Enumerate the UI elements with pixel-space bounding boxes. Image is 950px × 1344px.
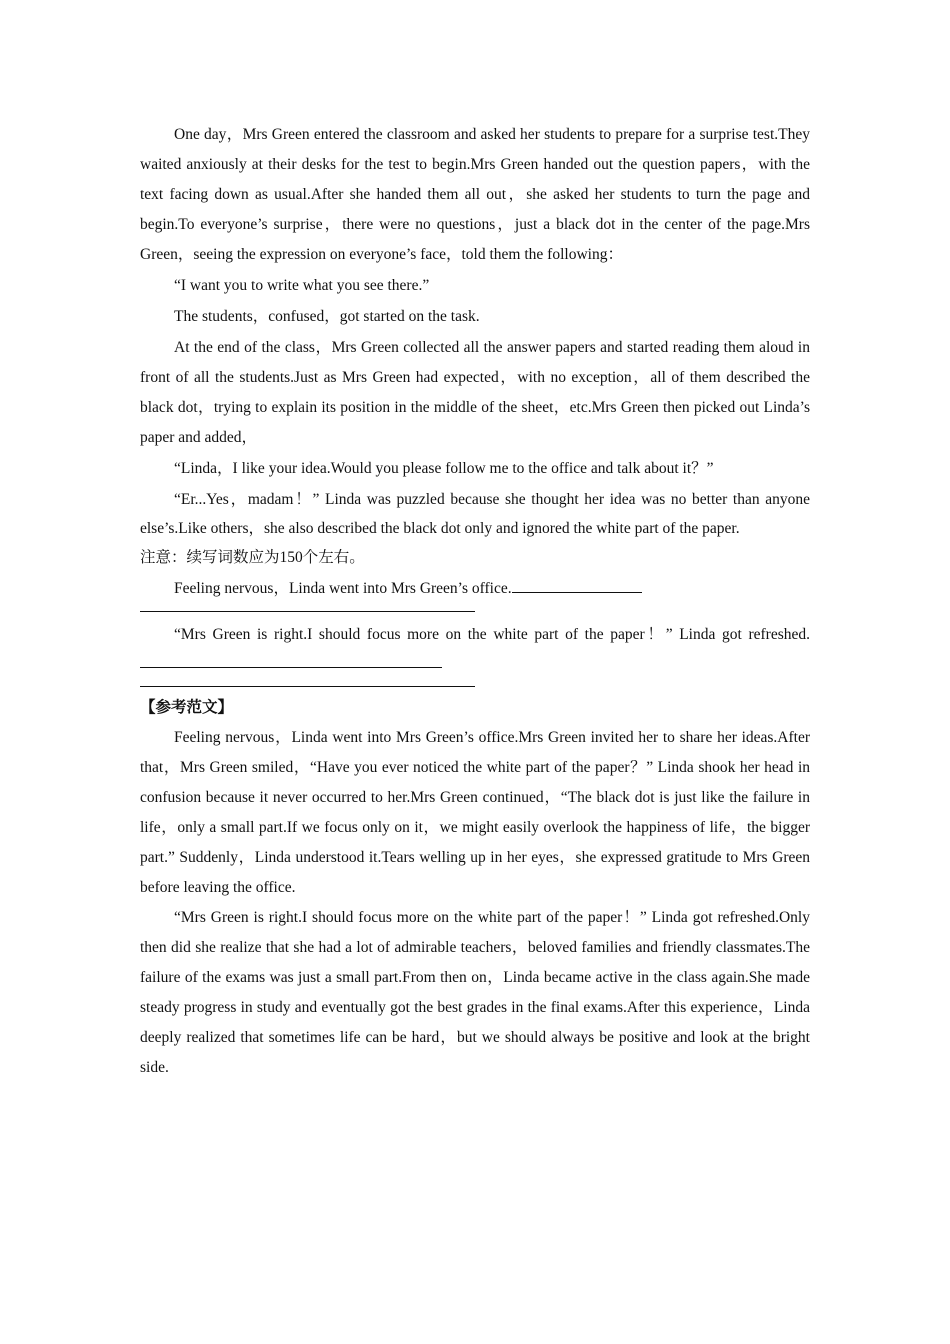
passage-paragraph-6: “Er...Yes，madam！” Linda was puzzled because she thought her idea was no better than anyone else’s.Like others，she also described the black dot only and ignored the white part of the paper. [140, 491, 810, 537]
passage-paragraph-1: One day，Mrs Green entered the classroom and asked her students to prepare for a surprise test.They waited anxiously at their desks for the test to begin.Mrs Green handed out the question papers，with the text facing down as usual.After she handed them all out，she asked her students to turn the page and begin.To everyone’s surprise，there were no questions，just a black dot in the center of the page.Mrs Green，seeing the expression on everyone’s face，told them the following： [140, 126, 810, 263]
prompt-1-text: Feeling nervous，Linda went into Mrs Green’s office. [174, 580, 512, 597]
passage-paragraph-4: At the end of the class，Mrs Green collected all the answer papers and started reading them aloud in front of all the students.Just as Mrs Green had expected，with no exception，all of them described the black dot，trying to explain its position in the middle of the sheet，etc.Mrs Green then picked out Linda’s paper and added， [140, 339, 810, 446]
continuation-prompt-2 [140, 620, 810, 678]
passage-paragraph-3: The students，confused，got started on the task. [174, 308, 480, 325]
passage-paragraph-5: “Linda，I like your idea.Would you please follow me to the office and talk about it？” [174, 460, 714, 477]
document-page [140, 120, 810, 1083]
answer-blank-2a[interactable] [140, 649, 442, 668]
reference-answer-paragraph-2: “Mrs Green is right.I should focus more on the white part of the paper！” Linda got refreshed.Only then did she realize that she had a lot of admirable teachers，beloved families and friendly classmates.The failure of the exams was just a small part.From then on，Linda became active in the class again.She made steady progress in study and eventually got the best grades in the final exams.After this experience，Linda deeply realized that sometimes life can be hard，but we should always be positive and look at the bright side. [140, 909, 810, 1076]
word-count-note: 注意：续写词数应为150个左右。 [140, 549, 365, 566]
reference-answer-paragraph-1: Feeling nervous，Linda went into Mrs Green’s office.Mrs Green invited her to share her ideas.After that，Mrs Green smiled，“Have you ever noticed the white part of the paper？” Linda shook her head in confusion because it never occurred to her.Mrs Green continued，“The black dot is just like the failure in life，only a small part.If we focus only on it，we might easily overlook the happiness of life，the bigger part.” Suddenly，Linda understood it.Tears welling up in her eyes，she expressed gratitude to Mrs Green before leaving the office. [140, 729, 810, 896]
passage-paragraph-2: “I want you to write what you see there.” [174, 277, 430, 294]
reference-answer-heading: 【参考范文】 [140, 699, 234, 716]
prompt-2-text: “Mrs Green is right.I should focus more on the white part of the paper！” Linda got refreshed. [174, 626, 810, 643]
continuation-prompt-1 [140, 574, 810, 603]
spacer [140, 612, 810, 620]
answer-blank-1a[interactable] [512, 574, 642, 593]
